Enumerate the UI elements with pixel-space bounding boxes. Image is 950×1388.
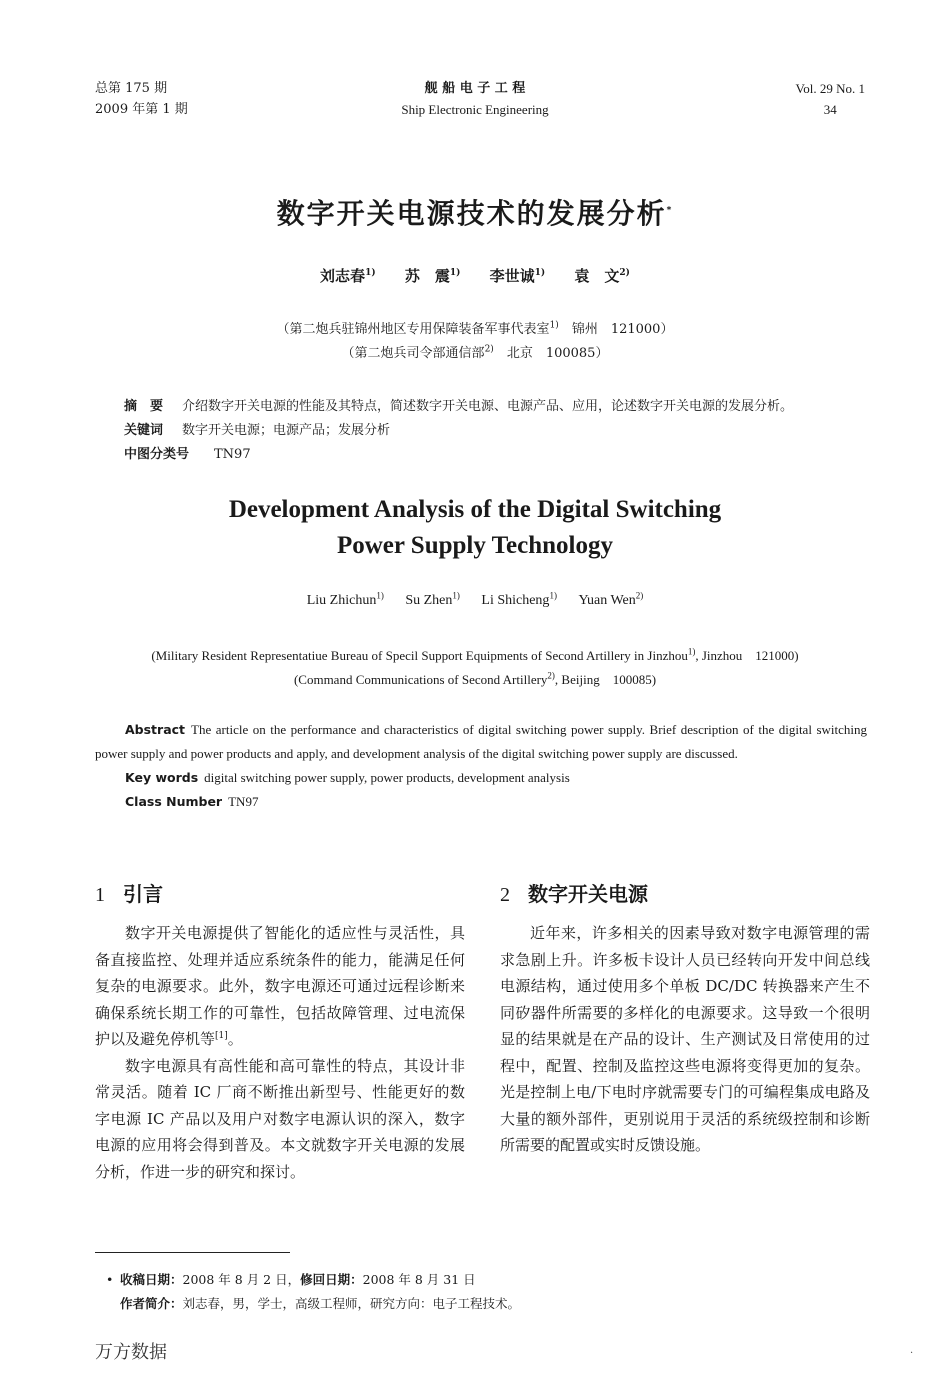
footnote-dates: • 收稿日期：2008 年 8 月 2 日，修回日期：2008 年 8 月 31 日 (106, 1272, 476, 1287)
affiliations-en (0, 644, 950, 692)
affiliation-cn: （第二炮兵驻锦州地区专用保障装备军事代表室$^{1)}$ 锦州 121000） (276, 320, 674, 337)
affiliations-cn (0, 318, 950, 366)
paragraph: 数字电源具有高性能和高可靠性的特点，其设计非常灵活。随着 IC 厂商不断推出新型号、性能更好的数字电源 IC 产品以及用户对数字电源认识的深入，数字电源的应用将会得到普及。本文就数字开关电源的发展分析，作进一步的研究和探讨。 (95, 1056, 465, 1181)
page-number: 34 (823, 102, 837, 117)
journal-title-en: Ship Electronic Engineering (401, 102, 549, 117)
watermark: 万方数据 (95, 1342, 167, 1363)
journal-title-cn: 舰 船 电 子 工 程 (424, 81, 526, 96)
author-cn: 苏 震$^{1)}$ (404, 267, 461, 285)
header-volume (796, 78, 865, 120)
paragraph: 数字开关电源提供了智能化的适应性与灵活性，具备直接监控、处理并适应系统条件的能力，能满足任何复杂的电源要求。此外，数字电源还可通过远程诊断来确保系统长期工作的可靠性，包括故障管理、过电流保护以及避免停机等[1]。 (95, 924, 465, 1048)
title-cn-text: 数字开关电源技术的发展分析 (276, 197, 667, 230)
authors-en (0, 590, 950, 609)
author-en: Su Zhen$^{1)}$ (405, 590, 460, 608)
section-1-heading: 1 引言 (95, 882, 163, 906)
author-cn: 刘志春$^{1)}$ (320, 267, 376, 285)
issue-year: 2009 年第 1 期 (95, 102, 188, 117)
citation: [1] (215, 1031, 228, 1041)
section-2-heading: 2 数字开关电源 (500, 882, 648, 906)
title-en: Development Analysis of the Digital Switching Power Supply Technology (228, 496, 722, 559)
abstract-en: Abstract The article on the performance and characteristics of digital switching power supply. Brief description of the digital switching power supply and power products and apply, and development analysis of the digital switching power supply are discussed. (95, 722, 867, 761)
abstract-en-block (95, 718, 867, 814)
corner-mark: · (910, 1348, 914, 1359)
paragraph: 近年来，许多相关的因素导致对数字电源管理的需求急剧上升。许多板卡设计人员已经转向开发中间总线电源结构，通过使用多个单板 DC/DC 转换器来产生不同矽器件所需要的多样化的电源要求。这导致一个很明显的结果就是在产品的设计、生产测试及日常使用的过程中，配置、控制及监控这些电源将变得更加的复杂。光是控制上电/下电时序就需要专门的可编程集成电路及大量的额外部件，更别说用于灵活的系统级控制和诊断所需要的配置或实时反馈设施。 (500, 924, 870, 1154)
footnote-author: 作者简介：刘志春，男，学士，高级工程师，研究方向：电子工程技术。 (120, 1296, 521, 1311)
author-cn: 李世诚$^{1)}$ (489, 267, 546, 285)
affiliation-en: (Command Communications of Second Artillery$^{2)}$, Beijing 100085) (293, 670, 657, 687)
keywords-en: Key words digital switching power supply, power products, development analysis (125, 770, 570, 785)
class-number-en: Class Number TN97 (125, 794, 259, 809)
class-number-cn: 中图分类号 TN97 (124, 447, 251, 462)
issue-total: 总第 175 期 (95, 81, 168, 96)
affiliation-en: (Military Resident Representatiue Bureau of Specil Support Equipments of Second Artillery in Jinzhou$^{1)}$, Jinzhou 121000) (151, 646, 799, 663)
footnote (106, 1268, 521, 1316)
title-cn-mark: * (666, 205, 674, 216)
volume: Vol. 29 No. 1 (795, 81, 865, 96)
keywords-cn: 关键词 数字开关电源；电源产品；发展分析 (124, 423, 391, 438)
title-cn (0, 192, 950, 232)
authors-cn (0, 265, 950, 286)
author-cn: 袁 文$^{2)}$ (574, 267, 630, 285)
section-2-body (500, 920, 870, 1159)
author-en: Li Shicheng$^{1)}$ (481, 590, 557, 608)
author-en: Liu Zhichun$^{1)}$ (306, 590, 384, 608)
affiliation-cn: （第二炮兵司令部通信部$^{2)}$ 北京 100085） (341, 344, 609, 361)
footnote-rule (95, 1252, 290, 1253)
abstract-cn-block (124, 395, 793, 467)
section-1-body (95, 920, 465, 1185)
author-en: Yuan Wen$^{2)}$ (578, 590, 644, 608)
abstract-cn: 摘 要 介绍数字开关电源的性能及其特点，简述数字开关电源、电源产品、应用，论述数字开关电源的发展分析。 (124, 399, 794, 414)
